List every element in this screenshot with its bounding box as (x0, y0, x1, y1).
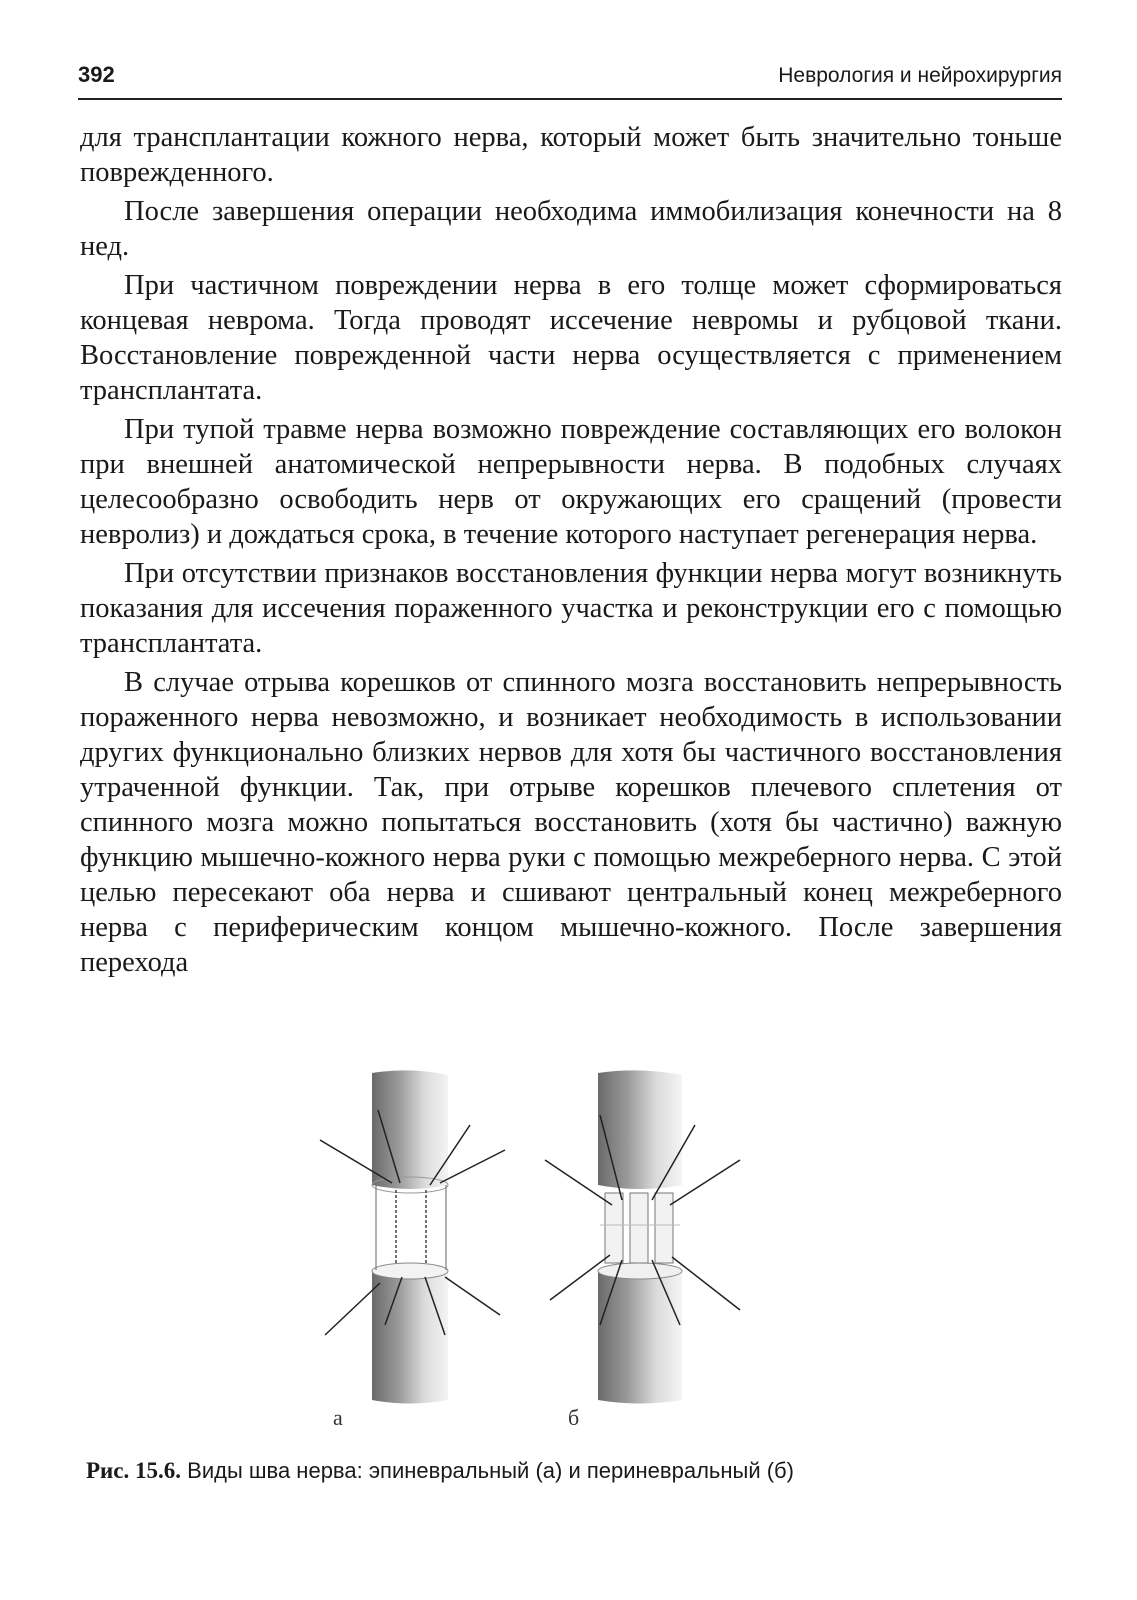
paragraph-2: После завершения операции необходима иммобилизация конечности на 8 нед. (80, 196, 1062, 262)
running-title: Неврология и нейрохирургия (778, 64, 1062, 87)
paragraph-3: При частичном повреждении нерва в его толще может сформироваться концевая неврома. Тогда проводят иссечение невромы и рубцовой ткани. Восстановление поврежденной части нерва осуществляется с применением трансплантата. (80, 270, 1062, 406)
body-text (80, 120, 1062, 984)
page-header (78, 58, 1062, 100)
perineural-suture-drawing (545, 1070, 740, 1403)
nerve-suture-illustration (300, 1065, 800, 1445)
paragraph-6: В случае отрыва корешков от спинного мозга восстановить непрерывность пораженного нерва невозможно, и возникает необходимость в использовании других функционально близких нервов для хотя бы частичного восстановления утраченной функции. Так, при отрыве корешков плечевого сплетения от спинного мозга можно попытаться восстановить (хотя бы частично) важную функцию мышечно-кожного нерва руки с помощью межреберного нерва. С этой целью пересекают оба нерва и сшивают центральный конец межреберного нерва с периферическим концом мышечно-кожного. После завершения перехода (80, 667, 1062, 978)
figure-caption (86, 1458, 1066, 1484)
paragraph-1: для трансплантации кожного нерва, который может быть значительно тоньше поврежденного. (80, 122, 1062, 188)
figure-caption-number: Рис. 15.6. (86, 1458, 182, 1483)
paragraph-4: При тупой травме нерва возможно повреждение составляющих его волокон при внешней анатомической непрерывности нерва. В подобных случаях целесообразно освободить нерв от окружающих его сращений (провести невролиз) и дождаться срока, в течение которого наступает регенерация нерва. (80, 414, 1062, 550)
epineural-suture-drawing (320, 1070, 505, 1403)
nerve-suture-figure (300, 1065, 800, 1445)
figure-label-b: б (568, 1405, 580, 1430)
figure-caption-text: Виды шва нерва: эпиневральный (а) и периневральный (б) (187, 1458, 794, 1483)
paragraph-5: При отсутствии признаков восстановления функции нерва могут возникнуть показания для иссечения пораженного участка и реконструкции его с помощью трансплантата. (80, 558, 1062, 659)
page-number: 392 (78, 62, 115, 87)
figure-label-a: а (333, 1405, 343, 1430)
